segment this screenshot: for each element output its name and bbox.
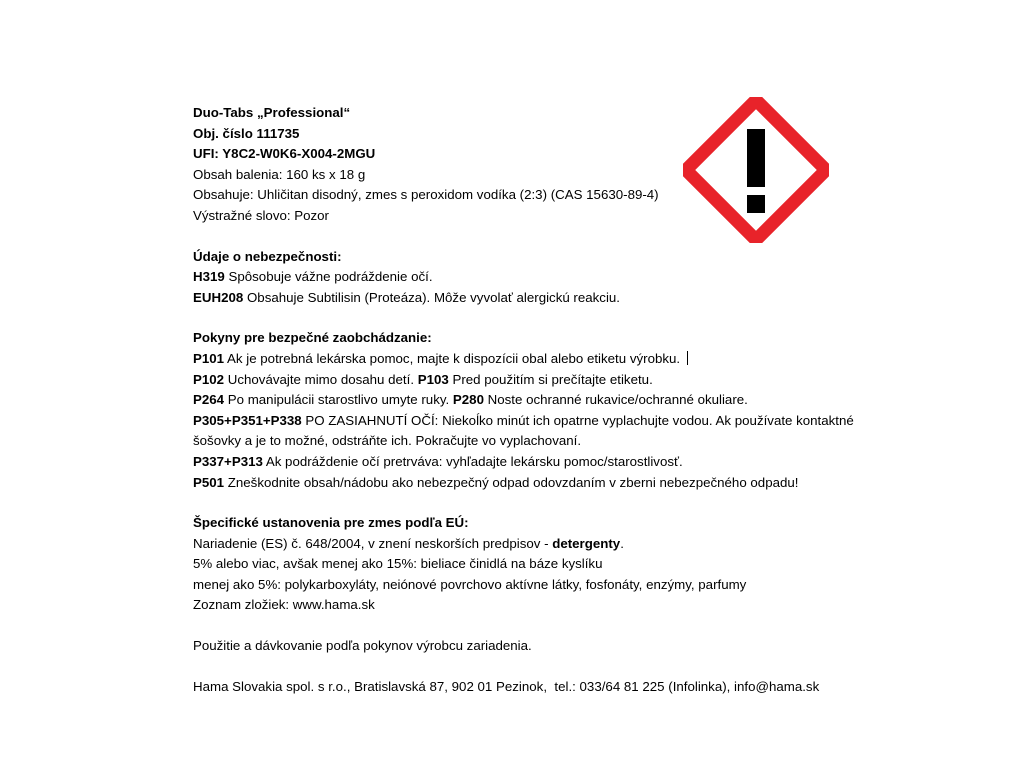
- precaution-text: Pred použitím si prečítajte etiketu.: [448, 371, 653, 387]
- precaution-p264-p280: [193, 390, 873, 411]
- eu-regulation-suffix: .: [620, 535, 624, 551]
- eu-regulation-text: Nariadenie (ES) č. 648/2004, v znení neskorších predpisov -: [193, 535, 553, 551]
- precautionary-statements-block: [193, 328, 873, 493]
- product-info-block: [193, 103, 873, 227]
- hazard-statement-h319: [193, 267, 873, 288]
- eu-provisions-heading: Špecifické ustanovenia pre zmes podľa EÚ:: [193, 515, 469, 531]
- packaging-info: Obsah balenia: 160 ks x 18 g: [193, 166, 366, 182]
- hazard-text: Obsahuje Subtilisin (Proteáza). Môže vyvolať alergickú reakciu.: [243, 289, 620, 305]
- precaution-text: Po manipulácii starostlivo umyte ruky.: [224, 392, 453, 408]
- eu-provisions-block: [193, 513, 873, 616]
- hazard-statements-heading: Údaje o nebezpečnosti:: [193, 248, 342, 264]
- hazard-statements-block: [193, 247, 873, 309]
- label-text-content: [193, 103, 873, 697]
- ingredient-list-link: Zoznam zložiek: www.hama.sk: [193, 597, 375, 613]
- precaution-code: P103: [417, 371, 449, 387]
- precaution-p102-p103: [193, 370, 873, 391]
- precaution-code: P305+P351+P338: [193, 412, 302, 428]
- company-footer-block: [193, 677, 873, 698]
- hazard-code: EUH208: [193, 289, 244, 305]
- ingredient-range-5-15: 5% alebo viac, avšak menej ako 15%: bieliace činidlá na báze kyslíku: [193, 556, 603, 572]
- company-address: Hama Slovakia spol. s r.o., Bratislavská 87, 902 01 Pezinok, tel.: 033/64 81 225 (Infolinka), info@hama.sk: [193, 678, 820, 694]
- precaution-text: PO ZASIAHNUTÍ OČÍ: Niekoĺko minút ich opatrne vyplachujte vodou. Ak používate kontaktné šošovky a je to možné, odstráňte ich. Pokračujte vo vyplachovaní.: [193, 412, 858, 449]
- precaution-code: P501: [193, 474, 225, 490]
- precaution-p101: [193, 349, 873, 370]
- precaution-text: Noste ochranné rukavice/ochranné okuliare.: [483, 392, 748, 408]
- precaution-p337-p313: [193, 452, 873, 473]
- precaution-p501: [193, 473, 873, 494]
- precaution-p305-p351-p338: [193, 411, 873, 452]
- ingredient-range-under-5: menej ako 5%: polykarboxyláty, neiónové povrchovo aktívne látky, fosfonáty, enzýmy, parfumy: [193, 576, 747, 592]
- hazard-statement-euh208: [193, 288, 873, 309]
- precaution-code: P337+P313: [193, 453, 263, 469]
- order-number: Obj. číslo 111735: [193, 125, 300, 141]
- precaution-text: Ak je potrebná lekárska pomoc, majte k dispozícii obal alebo etiketu výrobku.: [224, 350, 684, 366]
- precaution-code: P102: [193, 371, 225, 387]
- usage-instructions: Použitie a dávkovanie podľa pokynov výrobcu zariadenia.: [193, 638, 532, 654]
- precautionary-statements-heading: Pokyny pre bezpečné zaobchádzanie:: [193, 330, 432, 346]
- contains-info: Obsahuje: Uhličitan disodný, zmes s peroxidom vodíka (2:3) (CAS 15630-89-4): [193, 187, 659, 203]
- hazard-code: H319: [193, 269, 225, 285]
- eu-regulation-line: [193, 534, 873, 555]
- precaution-code: P101: [193, 350, 225, 366]
- precaution-text: Ak podráždenie očí pretrváva: vyhľadajte lekársku pomoc/starostlivosť.: [262, 453, 683, 469]
- precaution-text: Zneškodnite obsah/nádobu ako nebezpečný odpad odovzdaním v zberni nebezpečného odpadu!: [224, 474, 799, 490]
- hazard-text: Spôsobuje vážne podráždenie očí.: [224, 269, 433, 285]
- precaution-code: P264: [193, 392, 225, 408]
- precaution-text: Uchovávajte mimo dosahu detí.: [224, 371, 418, 387]
- usage-block: [193, 636, 873, 657]
- text-cursor: [687, 351, 688, 365]
- ufi-code: UFI: Y8C2-W0K6-X004-2MGU: [193, 146, 376, 162]
- product-title: Duo-Tabs „Professional“: [193, 105, 351, 120]
- precaution-code: P280: [452, 392, 484, 408]
- eu-regulation-emphasis: detergenty: [552, 535, 621, 551]
- signal-word: Výstražné slovo: Pozor: [193, 207, 329, 223]
